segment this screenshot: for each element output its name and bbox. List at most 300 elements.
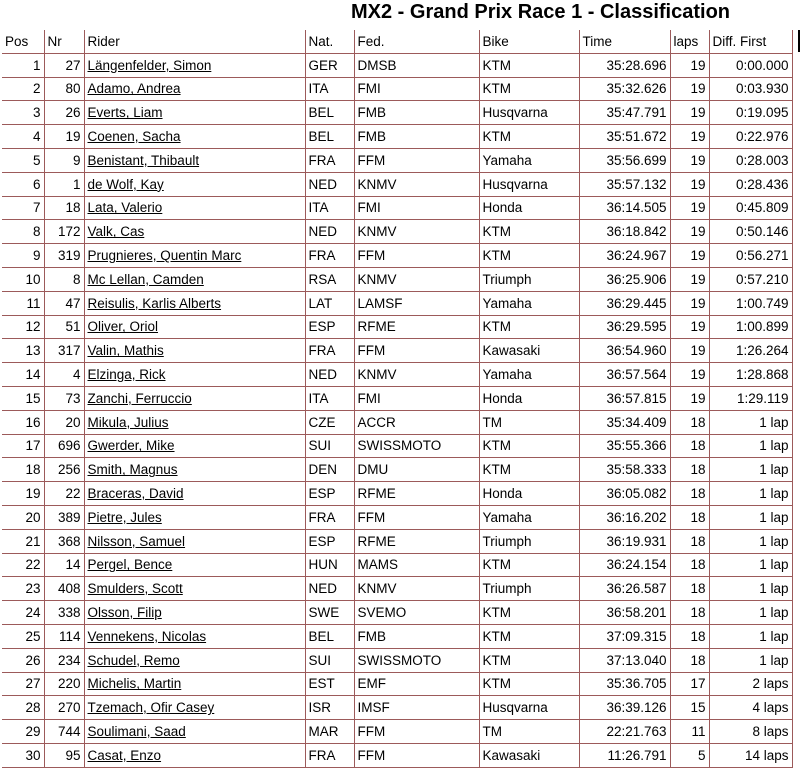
row-laps: 19 xyxy=(670,267,709,291)
table-row xyxy=(2,125,792,149)
row-federation: FFM xyxy=(354,148,479,172)
row-number: 8 xyxy=(44,267,84,291)
row-laps: 11 xyxy=(670,720,709,744)
row-rider-cell xyxy=(84,648,305,672)
table-row xyxy=(2,482,792,506)
row-laps: 18 xyxy=(670,529,709,553)
row-diff-first: 0:28.436 xyxy=(709,172,792,196)
header-row xyxy=(2,30,792,53)
row-laps: 15 xyxy=(670,696,709,720)
rider-link[interactable]: Nilsson, Samuel xyxy=(87,533,186,549)
row-position: 8 xyxy=(2,220,44,244)
row-federation: MAMS xyxy=(354,553,479,577)
row-laps: 19 xyxy=(670,172,709,196)
row-bike: Husqvarna xyxy=(479,172,579,196)
table-row xyxy=(2,577,792,601)
row-time: 36:26.587 xyxy=(579,577,670,601)
rider-link[interactable]: Oliver, Oriol xyxy=(87,319,159,335)
rider-link[interactable]: Valk, Cas xyxy=(87,224,145,240)
row-laps: 18 xyxy=(670,624,709,648)
row-federation: ACCR xyxy=(354,410,479,434)
table-row xyxy=(2,77,792,101)
row-federation: KNMV xyxy=(354,577,479,601)
row-bike: Kawasaki xyxy=(479,339,579,363)
row-rider-cell xyxy=(84,505,305,529)
table-row xyxy=(2,672,792,696)
row-nationality: SUI xyxy=(305,648,354,672)
row-rider-cell xyxy=(84,315,305,339)
table-row xyxy=(2,244,792,268)
row-time: 36:29.595 xyxy=(579,315,670,339)
row-position: 5 xyxy=(2,148,44,172)
row-federation: LAMSF xyxy=(354,291,479,315)
row-rider-cell xyxy=(84,220,305,244)
row-time: 36:54.960 xyxy=(579,339,670,363)
col-laps-header[interactable]: laps xyxy=(670,30,709,53)
title-text: MX2 - Grand Prix Race 1 - Classification xyxy=(351,1,731,23)
rider-link[interactable]: Braceras, David xyxy=(87,486,184,502)
row-diff-first: 0:50.146 xyxy=(709,220,792,244)
rider-link[interactable]: Elzinga, Rick xyxy=(87,367,166,383)
rider-link[interactable]: Pergel, Bence xyxy=(87,557,173,573)
row-diff-first: 0:57.210 xyxy=(709,267,792,291)
row-nationality: SUI xyxy=(305,434,354,458)
col-nat-header[interactable]: Nat. xyxy=(305,30,354,53)
row-time: 36:29.445 xyxy=(579,291,670,315)
row-time: 35:55.366 xyxy=(579,434,670,458)
row-bike: Yamaha xyxy=(479,363,579,387)
row-position: 30 xyxy=(2,743,44,767)
row-diff-first: 0:19.095 xyxy=(709,101,792,125)
row-position: 14 xyxy=(2,363,44,387)
row-nationality: ITA xyxy=(305,77,354,101)
row-position: 28 xyxy=(2,696,44,720)
row-time: 36:16.202 xyxy=(579,505,670,529)
table-row xyxy=(2,315,792,339)
table-row xyxy=(2,148,792,172)
row-bike: Husqvarna xyxy=(479,696,579,720)
row-diff-first: 1 lap xyxy=(709,601,792,625)
row-federation: FFM xyxy=(354,720,479,744)
rider-link[interactable]: Valin, Mathis xyxy=(87,343,164,359)
row-federation: FMB xyxy=(354,624,479,648)
row-bike: Honda xyxy=(479,386,579,410)
table-row xyxy=(2,553,792,577)
row-position: 26 xyxy=(2,648,44,672)
row-bike: Triumph xyxy=(479,267,579,291)
row-nationality: ISR xyxy=(305,696,354,720)
row-number: 22 xyxy=(44,482,84,506)
row-federation: KNMV xyxy=(354,220,479,244)
row-rider-cell xyxy=(84,553,305,577)
rider-link[interactable]: Smith, Magnus xyxy=(87,462,178,478)
row-number: 47 xyxy=(44,291,84,315)
row-number: 114 xyxy=(44,624,84,648)
row-nationality: RSA xyxy=(305,267,354,291)
row-number: 27 xyxy=(44,53,84,77)
row-position: 9 xyxy=(2,244,44,268)
col-fed-header[interactable]: Fed. xyxy=(354,30,479,53)
row-bike: KTM xyxy=(479,672,579,696)
col-pos-header[interactable]: Pos xyxy=(2,30,44,53)
row-position: 25 xyxy=(2,624,44,648)
rider-link[interactable]: Smulders, Scott xyxy=(87,581,183,597)
row-time: 35:32.626 xyxy=(579,77,670,101)
rider-link[interactable]: Prugnieres, Quentin Marc xyxy=(87,248,242,264)
row-time: 36:19.931 xyxy=(579,529,670,553)
row-number: 317 xyxy=(44,339,84,363)
row-position: 21 xyxy=(2,529,44,553)
row-number: 744 xyxy=(44,720,84,744)
row-nationality: CZE xyxy=(305,410,354,434)
row-bike: KTM xyxy=(479,458,579,482)
row-federation: FFM xyxy=(354,505,479,529)
row-nationality: FRA xyxy=(305,743,354,767)
row-number: 389 xyxy=(44,505,84,529)
row-time: 36:39.126 xyxy=(579,696,670,720)
row-laps: 17 xyxy=(670,672,709,696)
row-time: 11:26.791 xyxy=(579,743,670,767)
row-position: 7 xyxy=(2,196,44,220)
rider-link[interactable]: de Wolf, Kay xyxy=(87,176,164,192)
row-nationality: SWE xyxy=(305,601,354,625)
row-bike: KTM xyxy=(479,77,579,101)
row-position: 23 xyxy=(2,577,44,601)
row-number: 234 xyxy=(44,648,84,672)
row-number: 408 xyxy=(44,577,84,601)
row-diff-first: 1 lap xyxy=(709,458,792,482)
row-federation: IMSF xyxy=(354,696,479,720)
row-bike: KTM xyxy=(479,244,579,268)
table-row xyxy=(2,434,792,458)
row-rider-cell xyxy=(84,386,305,410)
table-row xyxy=(2,720,792,744)
row-time: 36:14.505 xyxy=(579,196,670,220)
row-diff-first: 1:28.868 xyxy=(709,363,792,387)
row-federation: KNMV xyxy=(354,363,479,387)
row-laps: 18 xyxy=(670,410,709,434)
row-nationality: FRA xyxy=(305,148,354,172)
row-time: 36:58.201 xyxy=(579,601,670,625)
row-nationality: BEL xyxy=(305,125,354,149)
row-nationality: GER xyxy=(305,53,354,77)
row-laps: 18 xyxy=(670,458,709,482)
row-nationality: NED xyxy=(305,172,354,196)
table-row xyxy=(2,648,792,672)
table-row xyxy=(2,458,792,482)
row-federation: SVEMO xyxy=(354,601,479,625)
row-nationality: BEL xyxy=(305,624,354,648)
row-number: 73 xyxy=(44,386,84,410)
row-number: 26 xyxy=(44,101,84,125)
col-diff-header[interactable]: Diff. First xyxy=(709,30,792,53)
row-federation: FMI xyxy=(354,386,479,410)
row-rider-cell xyxy=(84,696,305,720)
rider-link[interactable]: Gwerder, Mike xyxy=(87,438,175,454)
row-time: 35:57.132 xyxy=(579,172,670,196)
row-bike: TM xyxy=(479,410,579,434)
rider-link[interactable]: Schudel, Remo xyxy=(87,652,180,668)
row-laps: 18 xyxy=(670,434,709,458)
row-laps: 18 xyxy=(670,553,709,577)
row-position: 19 xyxy=(2,482,44,506)
row-nationality: ITA xyxy=(305,196,354,220)
row-position: 1 xyxy=(2,53,44,77)
rider-link[interactable]: Längenfelder, Simon xyxy=(87,57,212,73)
row-laps: 19 xyxy=(670,125,709,149)
row-number: 338 xyxy=(44,601,84,625)
row-federation: FMI xyxy=(354,77,479,101)
row-laps: 18 xyxy=(670,482,709,506)
row-number: 1 xyxy=(44,172,84,196)
row-position: 17 xyxy=(2,434,44,458)
row-position: 20 xyxy=(2,505,44,529)
row-rider-cell xyxy=(84,672,305,696)
row-bike: Triumph xyxy=(479,529,579,553)
row-federation: RFME xyxy=(354,482,479,506)
row-nationality: NED xyxy=(305,220,354,244)
row-federation: EMF xyxy=(354,672,479,696)
row-diff-first: 1 lap xyxy=(709,553,792,577)
rider-link[interactable]: Olsson, Filip xyxy=(87,605,162,621)
row-bike: Honda xyxy=(479,196,579,220)
row-diff-first: 1 lap xyxy=(709,410,792,434)
row-position: 2 xyxy=(2,77,44,101)
row-laps: 19 xyxy=(670,315,709,339)
row-position: 10 xyxy=(2,267,44,291)
table-row xyxy=(2,410,792,434)
row-laps: 19 xyxy=(670,363,709,387)
row-diff-first: 1:00.899 xyxy=(709,315,792,339)
row-time: 22:21.763 xyxy=(579,720,670,744)
row-laps: 19 xyxy=(670,220,709,244)
row-rider-cell xyxy=(84,53,305,77)
row-rider-cell xyxy=(84,77,305,101)
row-rider-cell xyxy=(84,434,305,458)
row-nationality: FRA xyxy=(305,244,354,268)
row-time: 36:18.842 xyxy=(579,220,670,244)
table-row xyxy=(2,220,792,244)
rider-link[interactable]: Everts, Liam xyxy=(87,105,163,121)
rider-link[interactable]: Pietre, Jules xyxy=(87,509,162,525)
row-federation: KNMV xyxy=(354,267,479,291)
row-federation: FFM xyxy=(354,244,479,268)
row-position: 16 xyxy=(2,410,44,434)
row-laps: 19 xyxy=(670,196,709,220)
row-nationality: FRA xyxy=(305,505,354,529)
table-row xyxy=(2,339,792,363)
row-rider-cell xyxy=(84,624,305,648)
table-row xyxy=(2,363,792,387)
rider-link[interactable]: Lata, Valerio xyxy=(87,200,163,216)
page-title xyxy=(0,0,800,28)
row-bike: KTM xyxy=(479,648,579,672)
row-nationality: FRA xyxy=(305,339,354,363)
row-rider-cell xyxy=(84,101,305,125)
row-number: 51 xyxy=(44,315,84,339)
row-time: 37:13.040 xyxy=(579,648,670,672)
rider-link[interactable]: Coenen, Sacha xyxy=(87,129,181,145)
row-federation: RFME xyxy=(354,315,479,339)
row-time: 36:24.154 xyxy=(579,553,670,577)
col-rider-header[interactable]: Rider xyxy=(84,30,305,53)
row-rider-cell xyxy=(84,363,305,387)
row-number: 220 xyxy=(44,672,84,696)
row-federation: DMSB xyxy=(354,53,479,77)
rider-link[interactable]: Mikula, Julius xyxy=(87,414,169,430)
row-diff-first: 1 lap xyxy=(709,624,792,648)
row-nationality: DEN xyxy=(305,458,354,482)
row-laps: 19 xyxy=(670,386,709,410)
row-laps: 19 xyxy=(670,53,709,77)
table-row xyxy=(2,291,792,315)
row-bike: Triumph xyxy=(479,577,579,601)
row-position: 18 xyxy=(2,458,44,482)
row-diff-first: 1:26.264 xyxy=(709,339,792,363)
table-row xyxy=(2,172,792,196)
row-federation: SWISSMOTO xyxy=(354,648,479,672)
row-time: 36:24.967 xyxy=(579,244,670,268)
row-rider-cell xyxy=(84,267,305,291)
row-bike: Kawasaki xyxy=(479,743,579,767)
row-number: 696 xyxy=(44,434,84,458)
row-laps: 19 xyxy=(670,291,709,315)
row-time: 36:25.906 xyxy=(579,267,670,291)
row-position: 24 xyxy=(2,601,44,625)
row-diff-first: 14 laps xyxy=(709,743,792,767)
row-bike: Yamaha xyxy=(479,148,579,172)
row-rider-cell xyxy=(84,339,305,363)
row-number: 256 xyxy=(44,458,84,482)
row-diff-first: 0:00.000 xyxy=(709,53,792,77)
rider-link[interactable]: Adamo, Andrea xyxy=(87,81,181,97)
rider-link[interactable]: Soulimani, Saad xyxy=(87,724,186,739)
row-diff-first: 0:28.003 xyxy=(709,148,792,172)
rider-link[interactable]: Vennekens, Nicolas xyxy=(87,628,207,644)
rider-link[interactable]: Reisulis, Karlis Alberts xyxy=(87,295,222,311)
classification-body xyxy=(2,53,792,767)
row-nationality: NED xyxy=(305,577,354,601)
row-rider-cell xyxy=(84,291,305,315)
row-position: 11 xyxy=(2,291,44,315)
row-rider-cell xyxy=(84,720,305,744)
row-position: 3 xyxy=(2,101,44,125)
row-number: 18 xyxy=(44,196,84,220)
row-nationality: BEL xyxy=(305,101,354,125)
row-number: 368 xyxy=(44,529,84,553)
rider-link[interactable]: Benistant, Thibault xyxy=(87,152,200,168)
table-row xyxy=(2,505,792,529)
row-laps: 19 xyxy=(670,339,709,363)
row-bike: KTM xyxy=(479,53,579,77)
row-laps: 19 xyxy=(670,148,709,172)
row-laps: 18 xyxy=(670,648,709,672)
row-number: 9 xyxy=(44,148,84,172)
row-bike: KTM xyxy=(479,624,579,648)
classification-table xyxy=(2,30,793,768)
row-position: 12 xyxy=(2,315,44,339)
row-rider-cell xyxy=(84,577,305,601)
rider-link[interactable]: Zanchi, Ferruccio xyxy=(87,390,192,406)
row-position: 29 xyxy=(2,720,44,744)
rider-link[interactable]: Michelis, Martin xyxy=(87,676,182,692)
row-federation: FFM xyxy=(354,743,479,767)
row-position: 15 xyxy=(2,386,44,410)
row-number: 172 xyxy=(44,220,84,244)
table-row xyxy=(2,601,792,625)
rider-link[interactable]: Tzemach, Ofir Casey xyxy=(87,700,215,716)
row-number: 4 xyxy=(44,363,84,387)
table-row xyxy=(2,529,792,553)
row-federation: RFME xyxy=(354,529,479,553)
row-diff-first: 1 lap xyxy=(709,529,792,553)
row-federation: KNMV xyxy=(354,172,479,196)
row-federation: DMU xyxy=(354,458,479,482)
row-position: 6 xyxy=(2,172,44,196)
row-time: 35:47.791 xyxy=(579,101,670,125)
row-number: 95 xyxy=(44,743,84,767)
row-diff-first: 1 lap xyxy=(709,505,792,529)
row-time: 36:05.082 xyxy=(579,482,670,506)
rider-link[interactable]: Mc Lellan, Camden xyxy=(87,271,204,287)
row-bike: Husqvarna xyxy=(479,101,579,125)
row-diff-first: 0:56.271 xyxy=(709,244,792,268)
row-position: 22 xyxy=(2,553,44,577)
row-time: 35:36.705 xyxy=(579,672,670,696)
row-nationality: HUN xyxy=(305,553,354,577)
col-bike-header[interactable]: Bike xyxy=(479,30,579,53)
rider-link[interactable]: Casat, Enzo xyxy=(87,747,162,763)
row-rider-cell xyxy=(84,148,305,172)
row-laps: 18 xyxy=(670,601,709,625)
row-diff-first: 4 laps xyxy=(709,696,792,720)
row-nationality: NED xyxy=(305,363,354,387)
row-rider-cell xyxy=(84,601,305,625)
row-bike: TM xyxy=(479,720,579,744)
row-diff-first: 0:22.976 xyxy=(709,125,792,149)
row-bike: KTM xyxy=(479,434,579,458)
row-nationality: EST xyxy=(305,672,354,696)
row-federation: FMB xyxy=(354,125,479,149)
row-time: 37:09.315 xyxy=(579,624,670,648)
row-nationality: MAR xyxy=(305,720,354,744)
row-position: 13 xyxy=(2,339,44,363)
row-bike: Yamaha xyxy=(479,505,579,529)
row-diff-first: 1 lap xyxy=(709,577,792,601)
row-nationality: ESP xyxy=(305,482,354,506)
row-number: 319 xyxy=(44,244,84,268)
row-diff-first: 2 laps xyxy=(709,672,792,696)
row-rider-cell xyxy=(84,196,305,220)
row-time: 35:34.409 xyxy=(579,410,670,434)
row-number: 270 xyxy=(44,696,84,720)
row-laps: 18 xyxy=(670,577,709,601)
row-laps: 5 xyxy=(670,743,709,767)
row-time: 35:28.696 xyxy=(579,53,670,77)
col-nr-header[interactable]: Nr xyxy=(44,30,84,53)
row-diff-first: 1:29.119 xyxy=(709,386,792,410)
row-number: 20 xyxy=(44,410,84,434)
row-nationality: ESP xyxy=(305,315,354,339)
row-rider-cell xyxy=(84,458,305,482)
table-row xyxy=(2,624,792,648)
row-position: 4 xyxy=(2,125,44,149)
table-row xyxy=(2,267,792,291)
col-time-header[interactable]: Time xyxy=(579,30,670,53)
row-time: 36:57.564 xyxy=(579,363,670,387)
row-bike: Honda xyxy=(479,482,579,506)
row-rider-cell xyxy=(84,125,305,149)
